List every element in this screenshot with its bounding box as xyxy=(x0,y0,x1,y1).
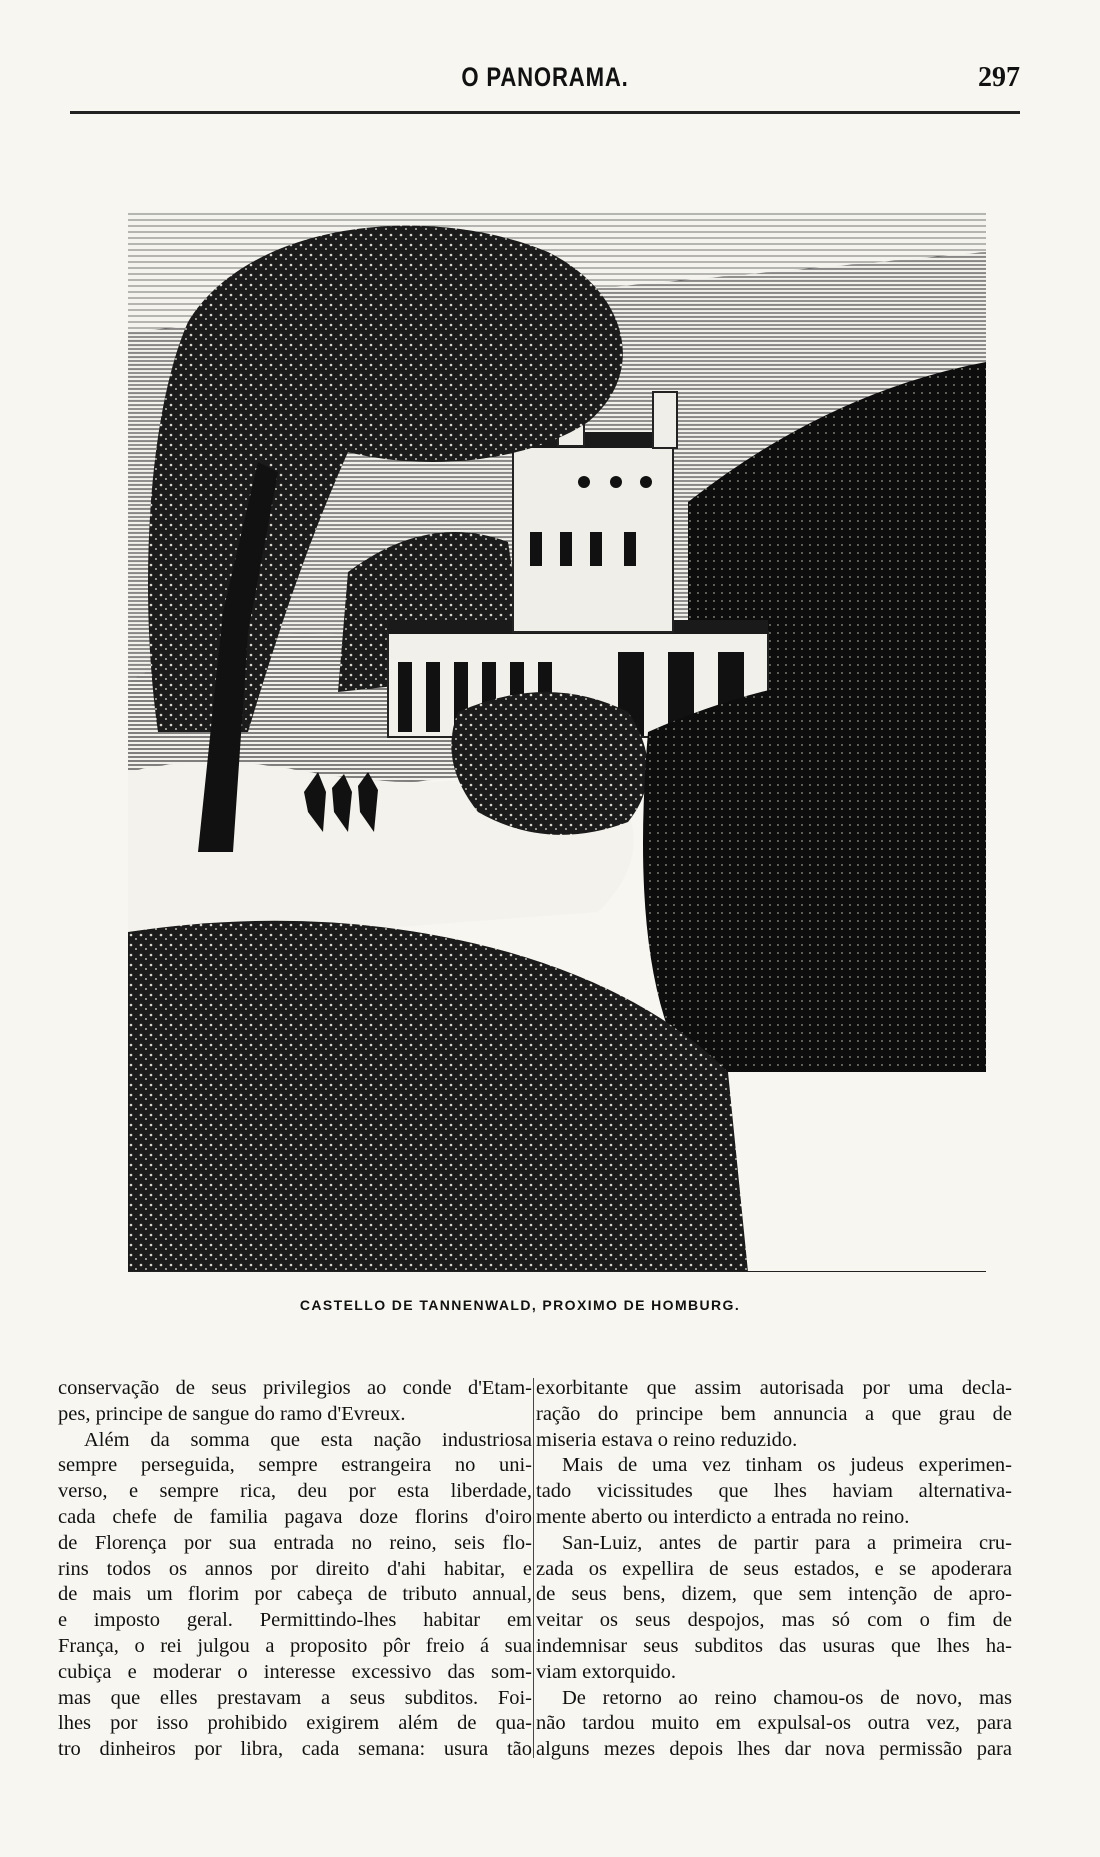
text-line: sempre perseguida, sempre estrangeira no uni- xyxy=(58,1454,532,1477)
text-line: não tardou muito em expulsal-os outra vez, para xyxy=(536,1712,1012,1735)
text-line: de mais um florim por cabeça de tributo annual, xyxy=(58,1583,532,1606)
text-line: De retorno ao reino chamou-os de novo, mas xyxy=(562,1686,1012,1709)
text-line: de Florença por sua entrada no reino, seis flo- xyxy=(58,1531,532,1554)
text-line: verso, e sempre rica, deu por esta liberdade, xyxy=(58,1480,532,1503)
text-line: zada os expellira de seus estados, e se apoderara xyxy=(536,1557,1012,1580)
text-line: alguns mezes depois lhes dar nova permissão para xyxy=(536,1738,1012,1761)
text-line: mente aberto ou interdicto a entrada no reino. xyxy=(536,1505,910,1528)
castle-engraving xyxy=(128,212,986,1272)
text-line: de seus bens, dizem, que sem intenção de apro- xyxy=(536,1583,1012,1606)
page-header xyxy=(70,62,1020,102)
text-line: França, o rei julgou a proposito pôr freio á sua xyxy=(58,1634,532,1657)
text-line: pes, principe de sangue do ramo d'Evreux. xyxy=(58,1402,406,1425)
text-line: rins todos os annos por direito d'ahi habitar, e xyxy=(58,1557,532,1580)
left-text-column xyxy=(58,1376,532,1763)
text-line: conservação de seus privilegios ao conde d'Etam- xyxy=(58,1377,532,1399)
text-line: viam extorquido. xyxy=(536,1660,677,1683)
text-line: Além da somma que esta nação industriosa xyxy=(84,1428,532,1451)
text-line: tro dinheiros por libra, cada semana: usura tão xyxy=(58,1738,532,1761)
header-rule xyxy=(70,111,1020,114)
right-text-column xyxy=(536,1376,1012,1763)
text-line: tado vicissitudes que lhes haviam alternativa- xyxy=(536,1480,1012,1503)
publication-title: O PANORAMA. xyxy=(461,62,629,92)
text-line: ração do principe bem annuncia a que grau de xyxy=(536,1402,1012,1425)
text-line: exorbitante que assim autorisada por uma decla- xyxy=(536,1377,1012,1399)
figure-caption: CASTELLO DE TANNENWALD, PROXIMO DE HOMBURG. xyxy=(299,1297,741,1313)
text-line: veitar os seus despojos, mas só com o fim de xyxy=(536,1609,1012,1632)
column-divider xyxy=(533,1378,534,1758)
text-line: cada chefe de familia pagava doze florins d'oiro xyxy=(58,1505,532,1528)
text-line: miseria estava o reino reduzido. xyxy=(536,1428,798,1451)
page-number: 297 xyxy=(978,62,1020,93)
text-line: San-Luiz, antes de partir para a primeira cru- xyxy=(562,1531,1012,1554)
text-line: lhes por isso prohibido exigirem além de qua- xyxy=(58,1712,532,1735)
text-line: cubiça e moderar o interesse excessivo das som- xyxy=(58,1660,532,1683)
text-line: e imposto geral. Permittindo-lhes habitar em xyxy=(58,1609,532,1632)
text-line: indemnisar seus subditos das usuras que lhes ha- xyxy=(536,1634,1012,1657)
text-line: Mais de uma vez tinham os judeus experimen- xyxy=(562,1454,1012,1477)
text-line: mas que elles prestavam a seus subditos. Foi- xyxy=(58,1686,532,1709)
